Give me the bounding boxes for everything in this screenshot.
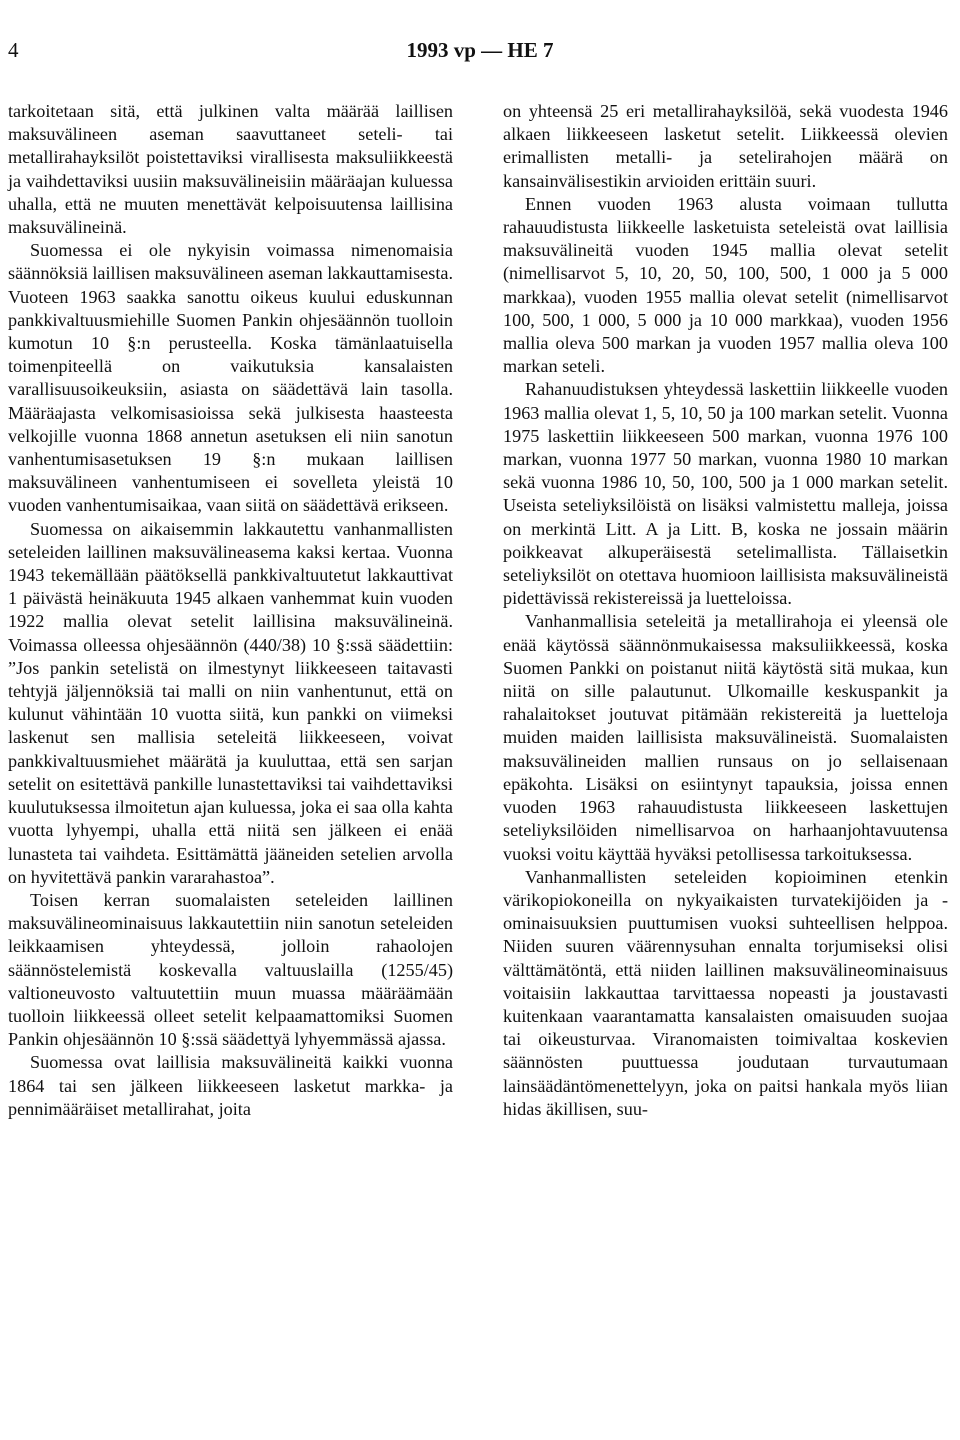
- paragraph: Toisen kerran suomalaisten seteleiden laillinen maksuvälineominaisuus lakkautettiin niin sanotun seteleiden leikkaamisen yhteydessä, jolloin rahaolojen säännöstelemistä koskevalla valtuuslailla (1255/45) valtioneuvosto valtuutettiin muun muassa määräämään tuolloin liikkeessä olleet setelit kelpaamattomiksi Suomen Pankin ohjesäännön 10 §:ssä säädettyä lyhyemmässä ajassa.: [8, 889, 453, 1050]
- left-column: [8, 100, 453, 1121]
- page-header: [8, 38, 952, 68]
- paragraph: on yhteensä 25 eri metallirahayksilöä, sekä vuodesta 1946 alkaen liikkeeseen lasketut setelit. Liikkeessä olevien erimallisten metalli- ja setelirahojen määrä on kansainvälisestikin arvioiden erittäin suuri.: [503, 101, 948, 191]
- right-column: [503, 100, 948, 1121]
- paragraph: Suomessa ei ole nykyisin voimassa nimenomaisia säännöksiä laillisen maksuvälineen aseman lakkauttamisesta. Vuoteen 1963 saakka sanottu oikeus kuului eduskunnan pankkivaltuusmiehille Suomen Pankin ohjesäännön tuolloin kumotun 10 §:n perusteella. Koska tämänlaatuisella toimenpiteellä on vaikutuksia kansalaisten varallisuusoikeuksiin, asiasta on säädettävä lain tasolla. Määräajasta velkomisasioissa sekä julkisesta haasteesta velkojille vuonna 1868 annetun asetuksen eli niin sanotun vanhentumisasetuksen 19 §:n mukaan laillisen maksuvälineen vanhentumiseen ei sovelleta yleistä 10 vuoden vanhentumisaikaa, vaan siitä on säädettävä erikseen.: [8, 240, 453, 516]
- paragraph: tarkoitetaan sitä, että julkinen valta määrää laillisen maksuvälineen aseman saavuttaneet seteli- tai metallirahayksilöt poistettaviksi virallisesta maksuliikkeestä ja vaihdettaviksi uusiin maksuvälineisiin määräajan kuluessa uhalla, että ne muuten menettävät kelpoisuutensa laillisina maksuvälineinä.: [8, 101, 453, 238]
- paragraph: Ennen vuoden 1963 alusta voimaan tullutta rahauudistusta liikkeelle lasketuista seteleistä ovat laillisia maksuvälineitä vuoden 1945 mallia olevat setelit (nimellisarvot 5, 10, 20, 50, 100, 500, 1 000 ja 5 000 markkaa), vuoden 1955 mallia olevat setelit (nimellisarvot 100, 500, 1 000, 5 000 ja 10 000 markkaa), vuoden 1956 mallia oleva 500 markan ja vuoden 1957 mallia oleva 100 markan seteli.: [503, 193, 948, 377]
- paragraph: Suomessa on aikaisemmin lakkautettu vanhanmallisten seteleiden laillinen maksuvälineasema kaksi kertaa. Vuonna 1943 tekemällään päätöksellä pankkivaltuutetut lakkauttivat 1 päivästä heinäkuuta 1945 alkaen vanhemmat kuin vuoden 1922 mallia olevat setelit laillisina maksuvälineinä. Voimassa olleessa ohjesäännön (440/38) 10 §:ssä säädettiin: ”Jos pankin setelistä on ilmestynyt liikkeeseen taitavasti tehtyjä jäljennöksiä tai malli on niin vanhentunut, että on kulunut vähintään 10 vuotta siitä, kun pankki on viimeksi laskenut sen mallisia seteleitä liikkeeseen, voivat pankkivaltuusmiehet määrätä ja kuuluttaa, että sen sarjan setelit on esitettävä pankille lunastettaviksi tai vaihdettaviksi kuulutuksessa ilmoitetun ajan kuluessa, joka ei saa olla kahta vuotta lyhyempi, uhalla että niitä sen jälkeen ei enää lunasteta tai vaihdeta. Esittämättä jääneiden setelien arvolla on hyvitettävä pankin vararahastoa”.: [8, 518, 453, 887]
- paragraph: Vanhanmallisia seteleitä ja metallirahoja ei yleensä ole enää käytössä säännönmukaisessa maksuliikkeessä, koska Suomen Pankki on poistanut niitä käytöstä sitä mukaa, kun niitä on sille palautunut. Ulkomaille keskuspankit ja rahalaitokset joutuvat pitämään rekistereitä ja luetteloja muiden maiden laillisista maksuvälineistä. Suomalaisten maksuvälineiden mallien runsaus on jo sellaisenaan epäkohta. Lisäksi on esiintynyt tapauksia, joissa ennen vuoden 1963 rahauudistusta liikkeeseen laskettujen seteliyksilöiden nimellisarvoa on harhaanjohtavuutensa vuoksi voitu käyttää hyväksi petollisessa tarkoituksessa.: [503, 611, 948, 864]
- running-head: 1993 vp — HE 7: [406, 38, 554, 62]
- paragraph: Rahanuudistuksen yhteydessä laskettiin liikkeelle vuoden 1963 mallia olevat 1, 5, 10, 50 ja 100 markan setelit. Vuonna 1975 laskettiin liikkeeseen 500 markan, vuonna 1976 100 markan, vuonna 1977 50 markan, vuonna 1980 10 markan sekä vuonna 1986 10, 50, 100, 500 ja 1 000 markan setelit. Useista seteliyksilöistä on lisäksi valmistettu malleja, joissa on merkintä Litt. A ja Litt. B, koska ne jossain määrin poikkeavat alkuperäisestä setelimallista. Tällaisetkin seteliyksilöt on otettava huomioon laillisista maksuvälineistä pidettävissä rekistereissä ja luetteloissa.: [503, 379, 948, 609]
- page-number: 4: [8, 38, 19, 62]
- paragraph: Vanhanmallisten seteleiden kopioiminen etenkin värikopiokoneilla on nykyaikaisten turvatekijöiden ja -ominaisuuksien puuttumisen vuoksi suhteellisen helppoa. Niiden suuren väärennysuhan ennalta torjumiseksi olisi välttämätöntä, että niiden laillinen maksuvälineominaisuus voitaisiin lakkauttaa tarvittaessa nopeasti ja joustavasti kuitenkaan vaarantamatta kansalaisten omaisuuden suojaa tai oikeusturvaa. Viranomaisten toimivaltaa koskevien säännösten puuttuessa joudutaan turvautumaan lainsäädäntömenettelyyn, joka on paitsi hankala myös liian hidas äkillisen, suu-: [503, 866, 948, 1119]
- paragraph: Suomessa ovat laillisia maksuvälineitä kaikki vuonna 1864 tai sen jälkeen liikkeeseen lasketut markka- ja pennimääräiset metallirahat, joita: [8, 1052, 453, 1119]
